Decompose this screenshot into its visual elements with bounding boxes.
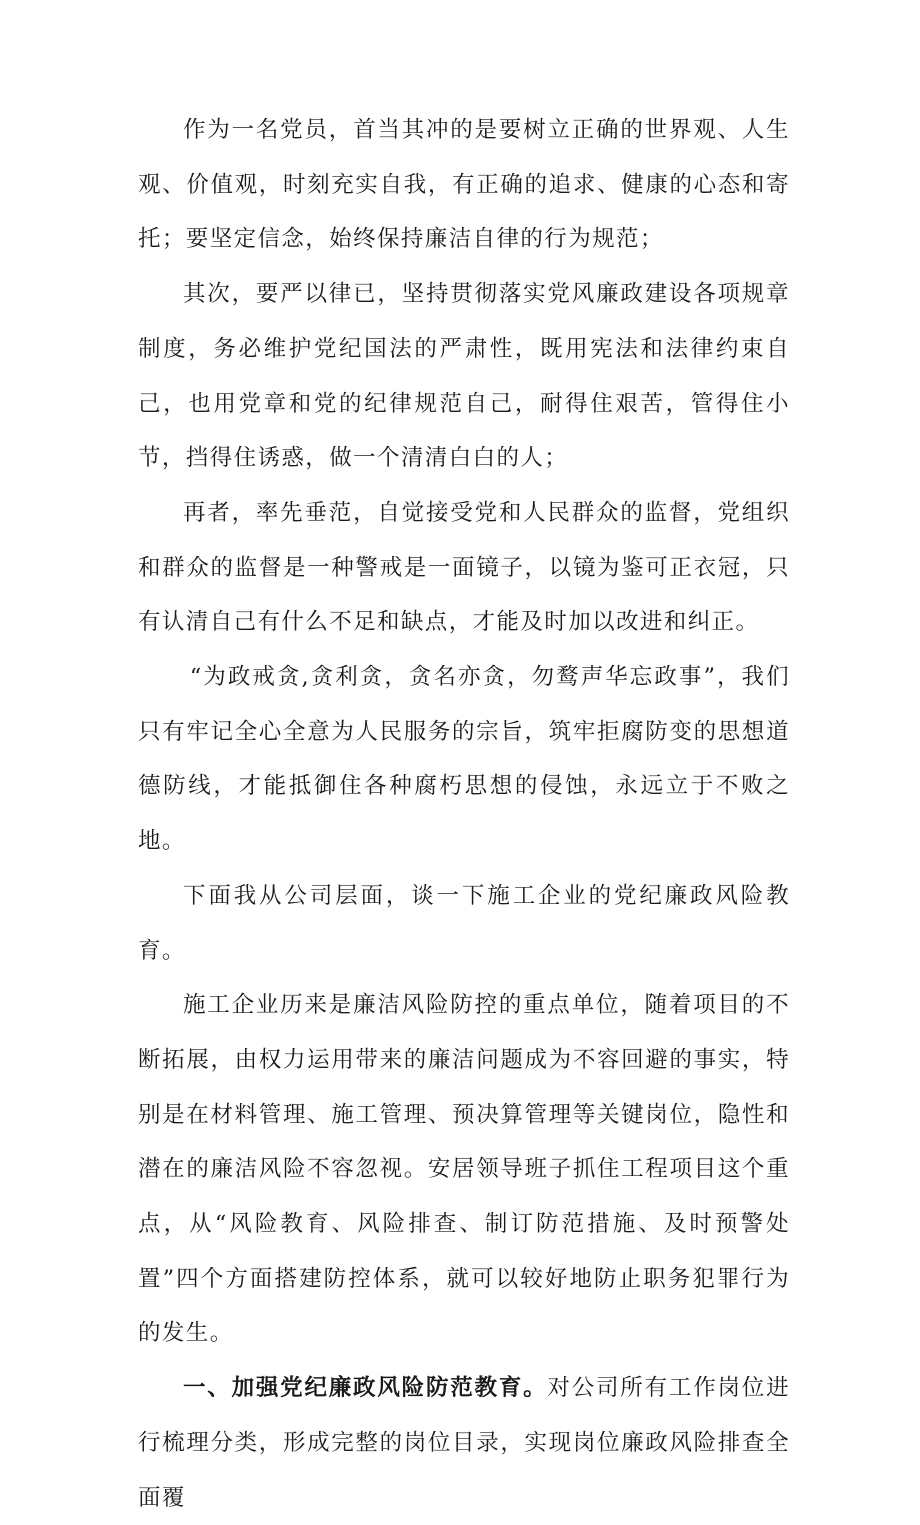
paragraph-5: 下面我从公司层面，谈一下施工企业的党纪廉政风险教育。 [138, 882, 790, 964]
paragraph-3: 再者，率先垂范，自觉接受党和人民群众的监督，党组织和群众的监督是一种警戒是一面镜子，以镜为鉴可正衣冠，只有认清自己有什么不足和缺点，才能及时加以改进和纠正。 [138, 499, 790, 636]
paragraph-7-text: 对公司所有工作岗位进行梳理分类，形成完整的岗位目录，实现岗位廉政风险排查全面覆 [138, 1375, 790, 1511]
document-body [138, 103, 790, 1525]
section-heading: 一、加强党纪廉政风险防范教育。 [183, 1375, 548, 1402]
paragraph-6: 施工企业历来是廉洁风险防控的重点单位，随着项目的不断拓展，由权力运用带来的廉洁问题成为不容回避的事实，特别是在材料管理、施工管理、预决算管理等关键岗位，隐性和潜在的廉洁风险不容忽视。安居领导班子抓住工程项目这个重点，从“风险教育、风险排查、制订防范措施、及时预警处置”四个方面搭建防控体系，就可以较好地防止职务犯罪行为的发生。 [138, 992, 790, 1347]
paragraph-2: 其次，要严以律已，坚持贯彻落实党风廉政建设各项规章制度，务必维护党纪国法的严肃性，既用宪法和法律约束自己，也用党章和党的纪律规范自己，耐得住艰苦，管得住小节，挡得住诱惑，做一个清清白白的人； [138, 281, 790, 472]
paragraph-1: 作为一名党员，首当其冲的是要树立正确的世界观、人生观、价值观，时刻充实自我，有正确的追求、健康的心态和寄托；要坚定信念，始终保持廉洁自律的行为规范； [138, 117, 790, 253]
paragraph-7 [138, 1361, 790, 1525]
paragraph-4: “为政戒贪,贪利贪，贪名亦贪，勿鹜声华忘政事”，我们只有牢记全心全意为人民服务的宗旨，筑牢拒腐防变的思想道德防线，才能抵御住各种腐朽思想的侵蚀，永远立于不败之地。 [138, 664, 790, 855]
